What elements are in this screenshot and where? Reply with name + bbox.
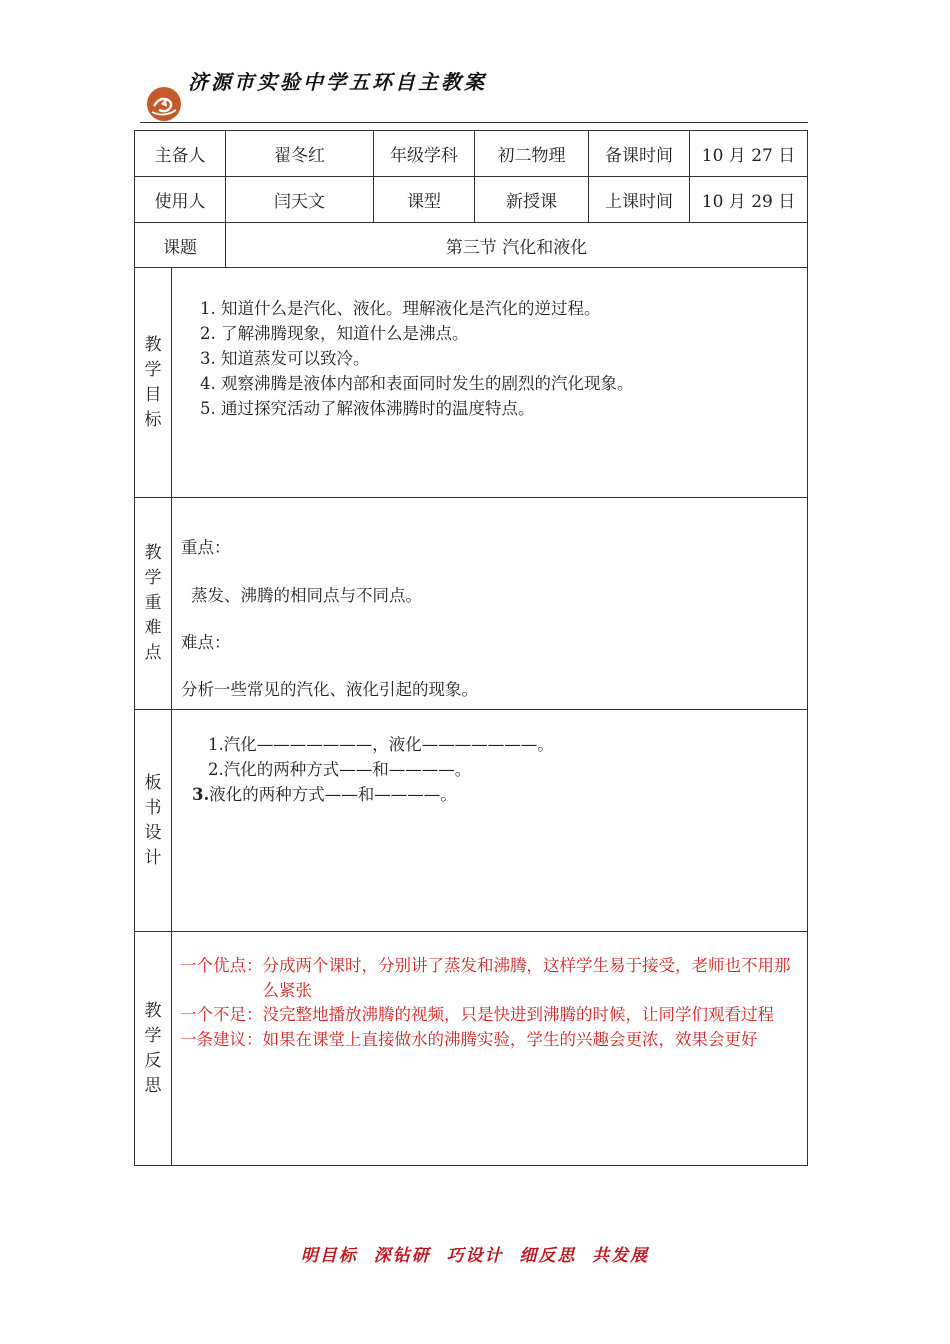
topic-label: 课题 (135, 223, 226, 268)
reflection-label: 教 学 反 思 (135, 932, 172, 1166)
school-title: 济源市实验中学五环自主教案 (188, 70, 487, 94)
footer-motto: 明目标 深钻研 巧设计 细反思 共发展 (300, 1246, 650, 1266)
type-value: 新授课 (475, 177, 589, 223)
preparer-label: 主备人 (135, 131, 226, 177)
user-value: 闫天文 (226, 177, 374, 223)
board-line: 1.汽化———————，液化———————。 (208, 735, 554, 754)
page-header (140, 60, 808, 130)
key-points-row (135, 498, 808, 710)
topic-row (135, 223, 808, 268)
focus-text: 蒸发、沸腾的相同点与不同点。 (191, 586, 422, 605)
key-points-label: 教 学 重 难 点 (135, 498, 172, 710)
board-design-row (135, 710, 808, 932)
grade-value: 初二物理 (475, 131, 589, 177)
info-row-1 (135, 131, 808, 177)
class-time-label: 上课时间 (589, 177, 690, 223)
topic-value: 第三节 汽化和液化 (226, 223, 808, 268)
board-design-label: 板 书 设 计 (135, 710, 172, 932)
reflection-item: 一个优点： 分成两个课时，分别讲了蒸发和沸腾，这样学生易于接受，老师也不用那么紧张 (180, 956, 791, 1000)
objective-item: 2. 了解沸腾现象，知道什么是沸点。 (200, 324, 469, 343)
board-line: 3.液化的两种方式——和————。 (192, 785, 457, 804)
difficulty-text: 分析一些常见的汽化、液化引起的现象。 (181, 680, 478, 699)
preparer-value: 翟冬红 (226, 131, 374, 177)
objective-item: 4. 观察沸腾是液体内部和表面同时发生的剧烈的汽化现象。 (200, 374, 634, 393)
board-design-content (172, 710, 808, 932)
board-line: 2.汽化的两种方式——和————。 (208, 760, 472, 779)
objectives-row (135, 268, 808, 498)
type-label: 课型 (374, 177, 475, 223)
key-points-content (172, 498, 808, 710)
focus-label: 重点： (181, 538, 231, 557)
prep-time-label: 备课时间 (589, 131, 690, 177)
objective-item: 5. 通过探究活动了解液体沸腾时的温度特点。 (200, 399, 535, 418)
class-time-value: 10 月 29 日 (690, 177, 808, 223)
reflection-row (135, 932, 808, 1166)
grade-label: 年级学科 (374, 131, 475, 177)
reflection-content (172, 932, 808, 1166)
board-line-number: 3. (192, 785, 210, 804)
info-row-2 (135, 177, 808, 223)
school-logo-icon (146, 86, 182, 122)
objective-item: 1. 知道什么是汽化、液化。理解液化是汽化的逆过程。 (200, 299, 601, 318)
objective-item: 3. 知道蒸发可以致冷。 (200, 349, 370, 368)
difficulty-label: 难点： (181, 633, 231, 652)
objectives-label: 教 学 目 标 (135, 268, 172, 498)
reflection-item: 一个不足： 没完整地播放沸腾的视频，只是快进到沸腾的时候，让同学们观看过程 (180, 1005, 774, 1024)
objectives-content (172, 268, 808, 498)
user-label: 使用人 (135, 177, 226, 223)
header-divider (140, 122, 808, 123)
lesson-plan-table (134, 130, 808, 1166)
prep-time-value: 10 月 27 日 (690, 131, 808, 177)
reflection-item: 一条建议： 如果在课堂上直接做水的沸腾实验，学生的兴趣会更浓，效果会更好 (180, 1029, 758, 1049)
